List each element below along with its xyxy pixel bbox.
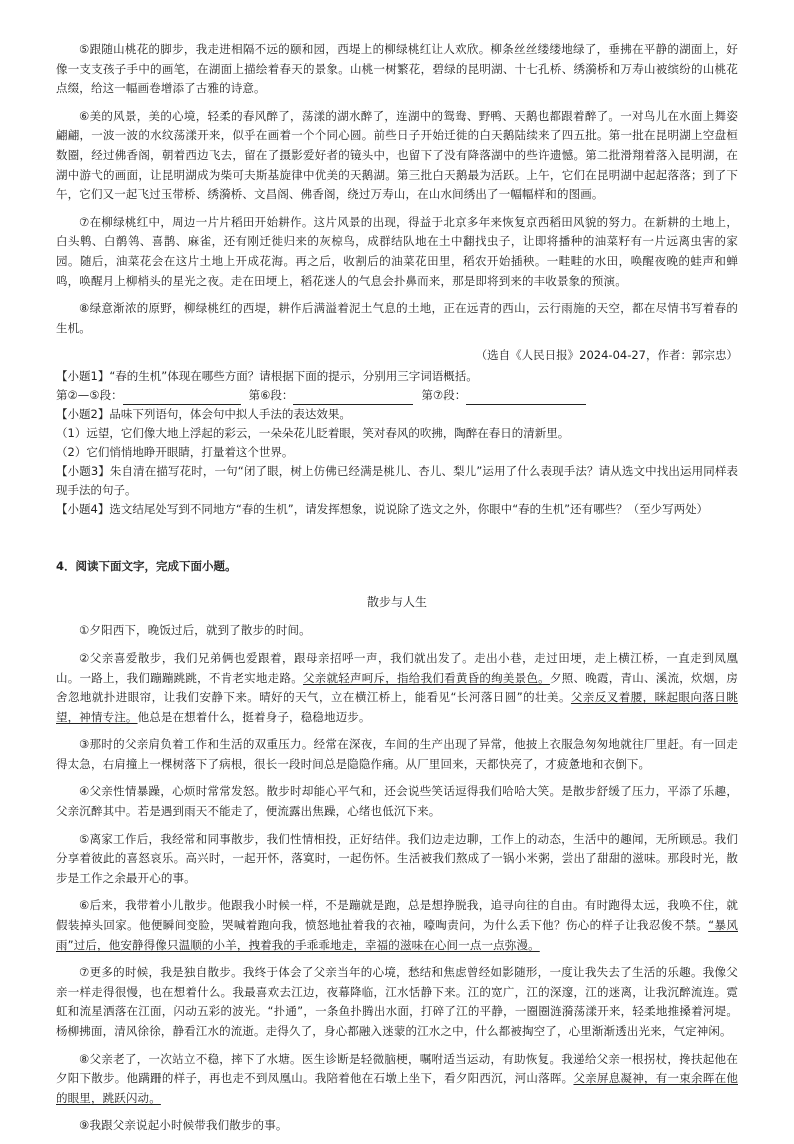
underlined-sentence-3: “暴风雨”过后，他安静得像只温顺的小羊，拽着我的手乖乖地走，幸福的滋味在心间一点一点弥漫。 (56, 918, 738, 952)
article-paragraph-9: ⑨我跟父亲说起小时候带我们散步的事。 (79, 1118, 288, 1133)
paragraph-8-text: ⑧父亲老了，一次站立不稳，摔下了水塘。医生诊断是轻微脑梗，嘱咐适当运动，有助恢复。我递给父亲一根拐杖，搀扶起他在夕阳下散步。他蹒跚的样子，再也走不到凤凰山。我陪着他在石墩上坐下，看夕阳西沉，河山落晖。 (56, 1051, 738, 1086)
answer-blank-2[interactable] (293, 391, 413, 405)
paragraph-2-text-a: ②父亲喜爱散步，我们兄弟俩也爱跟着，跟母亲招呼一声，我们就出发了。走出小巷，走过田埂，走上横江桥，一直走到凤凰山。一路上，我们蹦蹦跳跳，不肯老实地走路。 (56, 650, 738, 685)
article-paragraph-6 (56, 896, 738, 955)
question-3: 【小题3】朱自清在描写花时，一句“闭了眼，树上仿佛已经满是桃儿、杏儿、梨儿”运用了什么表现手法？请从选文中找出运用同样表现手法的句子。 (56, 464, 738, 498)
question-4: 【小题4】选文结尾处写到不同地方“春的生机”，请发挥想象，说说除了选文之外，你眼中“春的生机”还有哪些？（至少写两处） (56, 502, 709, 517)
passage3-paragraph-6: ⑥美的风景，美的心境，轻柔的春风醉了，荡漾的湖水醉了，连湖中的鸳鸯、野鸭、天鹅也都跟着醉了。一对鸟儿在水面上舞姿翩翩，一波一波的水纹荡漾开来，似乎在画着一个个同心圆。前些日子开始迁徙的白天鹅陆续来了四五批。第一批在昆明湖上空盘桓数圈，经过佛香阁，朝着西边飞去，留在了摄影爱好者的镜头中，也留下了没有降落湖中的些许遗憾。第二批滑翔着落入昆明湖，在湖中游弋的画面，让昆明湖成为柴可夫斯基旋律中优美的天鹅湖。第三批白天鹅最为活跃。上午，它们在昆明湖中起起落落；到了下午，它们又一起飞过玉带桥、绣漪桥、文昌阁、佛香阁，绕过万寿山，在山水间绣出了一幅幅样和的图画。 (56, 108, 738, 202)
underlined-sentence-2: 父亲反叉着腰，眯起眼向落日眺望，神情专注。 (56, 690, 738, 724)
article-paragraph-3: ③那时的父亲肩负着工作和生活的双重压力。经常在深夜，车间的生产出现了异常，他披上衣服急匆匆地就往厂里赶。有一回走得太急，右肩撞上一棵树落下了病根，很长一段时间总是隐隐作痛。从厂里回来，天都快亮了，才疲惫地和衣倒下。 (56, 737, 738, 771)
paragraph-6-text: ⑥后来，我带着小儿散步。他跟我小时候一样，不是蹦就是跑，总是想挣脱我，追寻向往的自由。有时跑得太远，我唤不住，就假装掉头回家。他便瞬间变脸，哭喊着跑向我，愤怒地扯着我的衣袖，嚎啕责问，为什么丢下他？伤心的样子让我忍俊不禁。 (56, 898, 738, 933)
question-2-item-2: （2）它们悄悄地睁开眼睛，打量着这个世界。 (56, 445, 294, 460)
passage3-paragraph-8: ⑧绿意渐浓的原野，柳绿桃红的西堤，耕作后满溢着泥土气息的土地，正在远青的西山，云行雨施的天空，都在尽情书写着春的生机。 (56, 301, 738, 335)
fill-label-paragraph-7: 第⑦段： (421, 388, 467, 403)
question-1-answer-row (56, 386, 738, 405)
document-page (56, 40, 738, 1144)
question-2: 【小题2】品味下列语句，体会句中拟人手法的表达效果。 (56, 407, 351, 422)
fill-label-paragraphs-2-5: 第②—⑤段： (56, 388, 123, 403)
paragraph-2-text-c: 他总是在想着什么，挺着身子，稳稳地迈步。 (137, 709, 371, 724)
article-paragraph-8 (56, 1050, 738, 1109)
section-4-heading: 4．阅读下面文字，完成下面小题。 (56, 559, 237, 574)
paragraph-2-text-b: 夕照、晚霞，青山、溪流，炊烟，房舍忽地就扑进眼帘，让我们安静下来。晴好的天气，立在横江桥上，能看见“长河落日圆”的壮美。 (56, 670, 738, 705)
article-paragraph-1: ①夕阳西下，晚饭过后，就到了散步的时间。 (79, 623, 311, 638)
article-paragraph-2 (56, 649, 738, 727)
passage3-paragraph-5: ⑤跟随山桃花的脚步，我走进相隔不远的颐和园，西堤上的柳绿桃红让人欢欣。柳条丝丝缕缕地绿了，垂拂在平静的湖面上，好像一支支孩子手中的画笔，在湖面上描绘着春天的景象。山桃一树繁花，碧绿的昆明湖、十七孔桥、绣漪桥和万寿山被缤纷的山桃花点缀，给这一幅画卷增添了古雅的诗意。 (56, 42, 738, 96)
underlined-sentence-1: 父亲就轻声呵斥，指给我们看黄昏的绚美景色。 (302, 670, 550, 685)
answer-blank-1[interactable] (123, 391, 241, 405)
answer-blank-3[interactable] (466, 391, 586, 405)
article-paragraph-7: ⑦更多的时候，我是独自散步。我终于体会了父亲当年的心境，愁结和焦虑曾经如影随形，一度让我失去了生活的乐趣。我像父亲一样走得很慢，也在想着什么。我最喜欢去江边，夜幕降临，江水恬静下来。江的宽广，江的深邃，江的迷离，让我沉醉流连。霓虹和流星洒落在江面，闪动五彩的波光。“扑通”，一条鱼扑腾出水面，打碎了江的平静，一圈圈涟漪荡漾开来，轻柔地推搡着河堤。杨柳拂面，清风徐徐，静看江水的流逝。走得久了，身心都融入迷蒙的江水之中，什么都被掏空了，心里渐渐透出光来，气定神闲。 (56, 965, 738, 1038)
passage3-paragraph-7: ⑦在柳绿桃红中，周边一片片稻田开始耕作。这片风景的出现，得益于北京多年来恢复京西稻田风貌的努力。在新耕的土地上，白头鹎、白鹡鸰、喜鹊、麻雀，还有刚迁徙归来的灰椋鸟，成群结队地在土中翻找虫子，让即将播种的油菜籽有一片远离虫害的家园。随后，油菜花会在这片土地上开成花海。再之后，收割后的油菜花田里，稻农开始插秧。一畦畦的水田，唤醒夜晚的蛙声和蝉鸣，唤醒月上柳梢头的星光之夜。走在田埂上，稻花迷人的气息会扑鼻而来，那是即将到来的丰收景象的预演。 (56, 214, 738, 288)
article-title: 散步与人生 (366, 595, 427, 610)
article-paragraph-5: ⑤离家工作后，我经常和同事散步，我们性情相投，正好结伴。我们边走边聊，工作上的动态，生活中的趣闻，无所顾忌。我们分享着彼此的喜怒哀乐。高兴时，一起开怀，落寞时，一起伤怀。生活被我们熬成了一锅小米粥，尝出了甜甜的滋味。那段时光，散步是工作之余最开心的事。 (56, 831, 738, 885)
article-paragraph-4: ④父亲性情暴躁，心烦时常常发怒。散步时却能心平气和，还会说些笑话逗得我们哈哈大笑。是散步舒缓了压力，平添了乐趣，父亲沉醉其中。若是遇到雨天不能走了，便流露出焦躁，心绪也低沉下来。 (56, 784, 738, 819)
underlined-sentence-4: 父亲屏息凝神，有一束余晖在他的眼里，跳跃闪动。 (56, 1071, 738, 1105)
passage3-source: （选自《人民日报》2024-04-27，作者：郭宗忠） (475, 348, 738, 363)
question-2-item-1: （1）远望，它们像大地上浮起的彩云，一朵朵花儿眨着眼，笑对春风的吹拂，陶醉在春日的清新里。 (56, 426, 570, 441)
fill-label-paragraph-6: 第⑥段： (248, 388, 294, 403)
question-1: 【小题1】“春的生机”体现在哪些方面？请根据下面的提示，分别用三字词语概括。 (56, 369, 478, 384)
